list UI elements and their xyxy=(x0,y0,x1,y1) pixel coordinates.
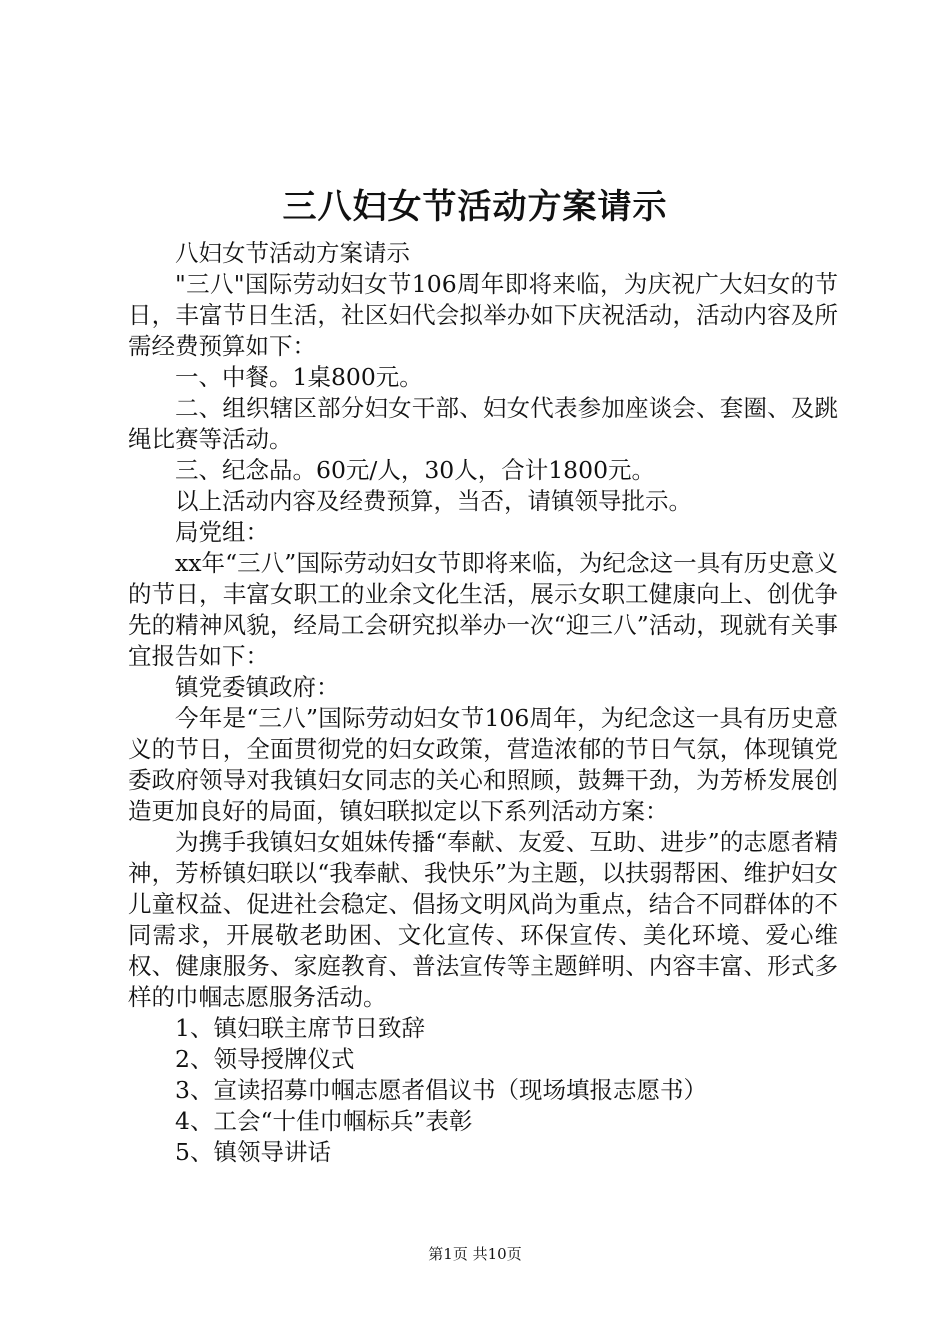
paragraph-approval-request: 以上活动内容及经费预算，当否，请镇领导批示。 xyxy=(175,487,692,515)
paragraph-volunteer-theme: 为携手我镇妇女姐妹传播“奉献、友爱、互助、进步”的志愿者精神，芳桥镇妇联以“我奉献、我快乐”为主题，以扶弱帮困、维护妇女儿童权益、促进社会稳定、倡扬文明风尚为重点，结合不同群体的不同需求，开展敬老助困、文化宣传、环保宣传、美化环境、爱心维权、健康服务、家庭教育、普法宣传等主题鲜明、内容丰富、形式多样的巾帼志愿服务活动。 xyxy=(128,828,838,1011)
list-item-3: 3、宣读招募巾帼志愿者倡议书（现场填报志愿书） xyxy=(175,1076,707,1104)
page-number-footer: 第1页 共10页 xyxy=(428,1245,522,1263)
list-item-2: 2、领导授牌仪式 xyxy=(175,1045,355,1073)
paragraph-item-activities: 二、组织辖区部分妇女干部、妇女代表参加座谈会、套圈、及跳绳比赛等活动。 xyxy=(128,394,838,453)
paragraph-salutation-bureau: 局党组： xyxy=(175,518,269,546)
list-item-1: 1、镇妇联主席节日致辞 xyxy=(175,1014,425,1042)
paragraph-heading-repeat: 八妇女节活动方案请示 xyxy=(175,239,410,267)
document-body xyxy=(128,238,838,1168)
paragraph-item-lunch: 一、中餐。1桌800元。 xyxy=(175,363,423,391)
paragraph-salutation-town: 镇党委镇政府： xyxy=(175,673,340,701)
document-title: 三八妇女节活动方案请示 xyxy=(282,187,668,227)
list-item-4: 4、工会“十佳巾帼标兵”表彰 xyxy=(175,1107,473,1135)
paragraph-intro: "三八"国际劳动妇女节106周年即将来临，为庆祝广大妇女的节日，丰富节日生活，社区妇代会拟举办如下庆祝活动，活动内容及所需经费预算如下： xyxy=(128,270,838,360)
paragraph-town-plan: 今年是“三八”国际劳动妇女节106周年，为纪念这一具有历史意义的节日，全面贯彻党的妇女政策，营造浓郁的节日气氛，体现镇党委政府领导对我镇妇女同志的关心和照顾，鼓舞干劲，为芳桥发展创造更加良好的局面，镇妇联拟定以下系列活动方案： xyxy=(128,704,838,825)
paragraph-item-souvenirs: 三、纪念品。60元/人，30人，合计1800元。 xyxy=(175,456,656,484)
paragraph-bureau-report: xx年“三八”国际劳动妇女节即将来临，为纪念这一具有历史意义的节日，丰富女职工的业余文化生活，展示女职工健康向上、创优争先的精神风貌，经局工会研究拟举办一次“迎三八”活动，现就有关事宜报告如下： xyxy=(128,549,838,670)
list-item-5: 5、镇领导讲话 xyxy=(175,1138,331,1166)
